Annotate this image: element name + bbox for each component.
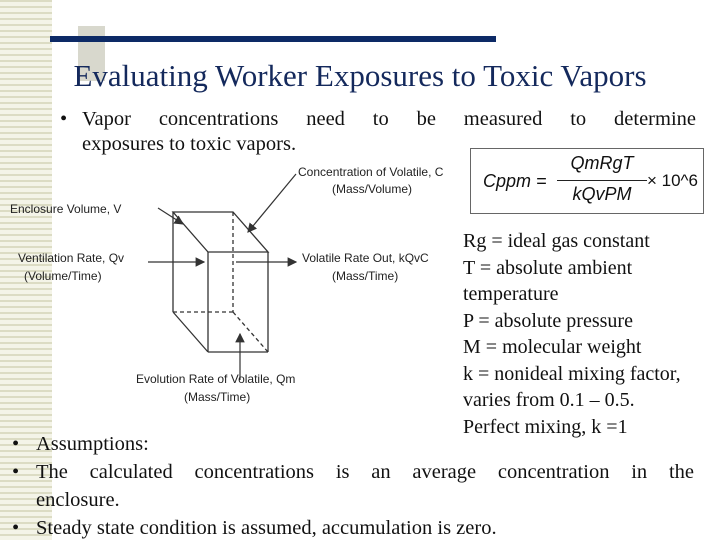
average-concentration-line-1: The calculated concentrations is an average concentration in the <box>36 461 694 483</box>
ventilation-unit: (Volume/Time) <box>24 269 102 283</box>
variable-definitions <box>463 228 681 440</box>
title-rule <box>50 36 496 42</box>
def-molecular-weight: M = molecular weight <box>463 336 642 358</box>
intro-bullet <box>60 106 696 155</box>
bullet-dot: • <box>12 517 20 539</box>
bullet-dot: • <box>12 461 20 483</box>
enclosure-box <box>173 212 268 352</box>
concentration-unit: (Mass/Volume) <box>332 182 413 196</box>
volatile-out-label: Volatile Rate Out, kQvC <box>302 251 429 265</box>
bullet-dot: • <box>12 433 20 455</box>
evolution-unit: (Mass/Time) <box>184 390 251 404</box>
enclosure-diagram <box>8 162 458 408</box>
evolution-label: Evolution Rate of Volatile, Qm <box>136 372 296 386</box>
average-concentration-line-2: enclosure. <box>36 489 120 511</box>
assumptions-text: Assumptions: <box>36 433 149 455</box>
def-gas-constant: Rg = ideal gas constant <box>463 230 650 252</box>
concentration-arrow <box>248 174 296 232</box>
def-perfect-mixing: Perfect mixing, k =1 <box>463 415 628 438</box>
concentration-label: Concentration of Volatile, C <box>298 165 444 179</box>
formula-lhs: Cppm = <box>483 171 547 191</box>
volatile-out-unit: (Mass/Time) <box>332 269 399 283</box>
concentration-formula <box>470 148 704 214</box>
bullet-dot: • <box>60 108 68 130</box>
intro-line-2: exposures to toxic vapors. <box>82 133 297 155</box>
formula-multiplier: × 10^6 <box>647 171 698 190</box>
def-pressure: P = absolute pressure <box>463 309 633 332</box>
formula-denominator: kQvPM <box>572 184 632 204</box>
def-temperature-cont: temperature <box>463 283 559 305</box>
enclosure-label: Enclosure Volume, V <box>10 202 122 216</box>
def-temperature: T = absolute ambient <box>463 256 633 279</box>
def-mixing-factor: k = nonideal mixing factor, <box>463 362 681 385</box>
def-mixing-range: varies from 0.1 – 0.5. <box>463 389 635 411</box>
enclosure-pointer <box>158 208 183 224</box>
steady-state-text: Steady state condition is assumed, accumulation is zero. <box>36 517 497 539</box>
ventilation-label: Ventilation Rate, Qv <box>18 251 125 265</box>
slide-title: Evaluating Worker Exposures to Toxic Vapors <box>73 58 647 93</box>
formula-numerator: QmRgT <box>570 153 634 173</box>
fraction-bar <box>557 180 647 181</box>
intro-line-1: Vapor concentrations need to be measured to determine <box>82 108 696 130</box>
